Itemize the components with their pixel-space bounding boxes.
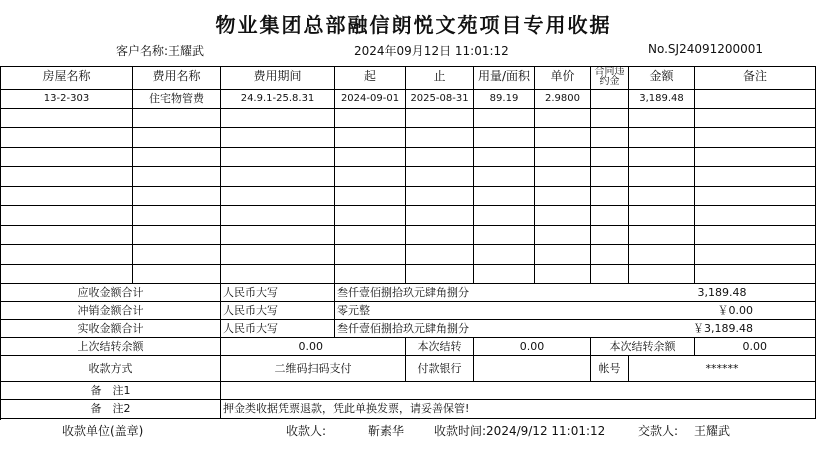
empty-table-cell bbox=[535, 245, 591, 265]
empty-table-cell bbox=[221, 128, 335, 148]
cell-fee-name: 住宅物管费 bbox=[133, 90, 221, 109]
empty-table-cell bbox=[695, 109, 816, 128]
payment-method-value: 二维码扫码支付 bbox=[221, 356, 406, 382]
empty-table-cell bbox=[221, 109, 335, 128]
empty-table-cell bbox=[1, 148, 133, 167]
cell-note bbox=[695, 90, 816, 109]
last-carry-value: 0.00 bbox=[221, 338, 406, 356]
empty-table-cell bbox=[406, 206, 474, 226]
cell-house: 13-2-303 bbox=[1, 90, 133, 109]
note2-label: 备 注2 bbox=[1, 400, 221, 419]
last-carry-label: 上次结转余额 bbox=[1, 338, 221, 356]
empty-table-cell bbox=[406, 109, 474, 128]
col-header-fee-name: 费用名称 bbox=[133, 67, 221, 90]
summary-writeoff-label: 冲销金额合计 bbox=[1, 302, 221, 320]
note1-value bbox=[221, 382, 816, 400]
summary-receivable-cap-label: 人民币大写 bbox=[221, 284, 335, 302]
empty-table-cell bbox=[591, 226, 629, 245]
summary-receivable-cap-value: 叁仟壹佰捌拾玖元肆角捌分 bbox=[335, 284, 629, 302]
col-header-note: 备注 bbox=[695, 67, 816, 90]
empty-table-cell bbox=[1, 109, 133, 128]
empty-table-cell bbox=[221, 187, 335, 206]
summary-writeoff-cap-value: 零元整 bbox=[335, 302, 629, 320]
summary-received-amount: ￥3,189.48 bbox=[629, 320, 816, 338]
empty-table-cell bbox=[629, 109, 695, 128]
empty-table-cell bbox=[1, 245, 133, 265]
empty-table-cell bbox=[133, 128, 221, 148]
empty-table-cell bbox=[629, 148, 695, 167]
empty-table-cell bbox=[591, 245, 629, 265]
empty-table-cell bbox=[535, 128, 591, 148]
empty-table-cell bbox=[335, 206, 406, 226]
cell-start: 2024-09-01 bbox=[335, 90, 406, 109]
payment-account-value: ****** bbox=[629, 356, 816, 382]
footer-collecting-unit: 收款单位(盖章) bbox=[62, 424, 144, 438]
summary-received-label: 实收金额合计 bbox=[1, 320, 221, 338]
footer-payer-label: 交款人: bbox=[638, 424, 679, 438]
empty-table-cell bbox=[695, 128, 816, 148]
empty-table-cell bbox=[695, 226, 816, 245]
empty-table-cell bbox=[133, 109, 221, 128]
empty-table-cell bbox=[474, 206, 535, 226]
empty-table-cell bbox=[335, 187, 406, 206]
col-header-period: 费用期间 bbox=[221, 67, 335, 90]
footer-payee-label: 收款人: bbox=[286, 424, 327, 438]
empty-table-cell bbox=[535, 265, 591, 284]
cell-amount: 3,189.48 bbox=[629, 90, 695, 109]
payment-bank-value bbox=[474, 356, 591, 382]
empty-table-cell bbox=[535, 206, 591, 226]
empty-table-cell bbox=[591, 128, 629, 148]
empty-table-cell bbox=[1, 226, 133, 245]
empty-table-cell bbox=[591, 187, 629, 206]
note2-value: 押金类收据凭票退款，凭此单换发票，请妥善保管! bbox=[221, 400, 816, 419]
empty-table-cell bbox=[1, 265, 133, 284]
empty-table-cell bbox=[535, 109, 591, 128]
payment-bank-label: 付款银行 bbox=[406, 356, 474, 382]
summary-writeoff-amount: ￥0.00 bbox=[629, 302, 816, 320]
empty-table-cell bbox=[335, 148, 406, 167]
empty-table-cell bbox=[1, 167, 133, 187]
col-header-penalty: 合同违约金 bbox=[591, 67, 629, 90]
empty-table-cell bbox=[629, 226, 695, 245]
this-carry-balance-label: 本次结转余额 bbox=[591, 338, 695, 356]
empty-table-cell bbox=[221, 265, 335, 284]
empty-table-cell bbox=[406, 265, 474, 284]
empty-table-cell bbox=[406, 245, 474, 265]
empty-table-cell bbox=[406, 128, 474, 148]
summary-writeoff-cap-label: 人民币大写 bbox=[221, 302, 335, 320]
empty-table-cell bbox=[474, 167, 535, 187]
empty-table-cell bbox=[695, 167, 816, 187]
summary-receivable-amount: 3,189.48 bbox=[629, 284, 816, 302]
empty-table-cell bbox=[221, 167, 335, 187]
empty-table-cell bbox=[1, 206, 133, 226]
receipt-table bbox=[0, 66, 816, 420]
summary-received-cap-label: 人民币大写 bbox=[221, 320, 335, 338]
empty-table-cell bbox=[629, 245, 695, 265]
empty-table-cell bbox=[133, 245, 221, 265]
footer-payee: 靳素华 bbox=[368, 424, 405, 438]
col-header-price: 单价 bbox=[535, 67, 591, 90]
empty-table-cell bbox=[535, 187, 591, 206]
empty-table-cell bbox=[335, 245, 406, 265]
empty-table-cell bbox=[695, 206, 816, 226]
empty-table-cell bbox=[591, 167, 629, 187]
empty-table-cell bbox=[591, 148, 629, 167]
empty-table-cell bbox=[133, 187, 221, 206]
empty-table-cell bbox=[133, 167, 221, 187]
cell-penalty bbox=[591, 90, 629, 109]
note1-label: 备 注1 bbox=[1, 382, 221, 400]
empty-table-cell bbox=[406, 148, 474, 167]
empty-table-cell bbox=[221, 245, 335, 265]
col-header-start: 起 bbox=[335, 67, 406, 90]
summary-received-cap-value: 叁仟壹佰捌拾玖元肆角捌分 bbox=[335, 320, 629, 338]
this-carry-label: 本次结转 bbox=[406, 338, 474, 356]
empty-table-cell bbox=[695, 148, 816, 167]
empty-table-cell bbox=[1, 128, 133, 148]
empty-table-cell bbox=[591, 265, 629, 284]
empty-table-cell bbox=[591, 109, 629, 128]
empty-table-cell bbox=[474, 226, 535, 245]
customer-name: 客户名称:王耀武 bbox=[116, 44, 205, 58]
empty-table-cell bbox=[335, 128, 406, 148]
footer-payer: 王耀武 bbox=[694, 424, 731, 438]
footer-collect-time: 收款时间:2024/9/12 11:01:12 bbox=[434, 424, 606, 438]
cell-period: 24.9.1-25.8.31 bbox=[221, 90, 335, 109]
empty-table-cell bbox=[535, 148, 591, 167]
empty-table-cell bbox=[221, 206, 335, 226]
empty-table-cell bbox=[406, 187, 474, 206]
this-carry-balance-value: 0.00 bbox=[695, 338, 816, 356]
receipt-number: No.SJ24091200001 bbox=[648, 42, 764, 56]
empty-table-cell bbox=[474, 128, 535, 148]
empty-table-cell bbox=[629, 206, 695, 226]
receipt-date: 2024年09月12日 11:01:12 bbox=[354, 44, 509, 58]
this-carry-value: 0.00 bbox=[474, 338, 591, 356]
cell-usage: 89.19 bbox=[474, 90, 535, 109]
empty-table-cell bbox=[133, 226, 221, 245]
empty-table-cell bbox=[629, 167, 695, 187]
empty-table-cell bbox=[695, 187, 816, 206]
empty-table-cell bbox=[406, 226, 474, 245]
empty-table-cell bbox=[474, 187, 535, 206]
summary-receivable-label: 应收金额合计 bbox=[1, 284, 221, 302]
col-header-usage: 用量/面积 bbox=[474, 67, 535, 90]
empty-table-cell bbox=[133, 148, 221, 167]
empty-table-cell bbox=[474, 109, 535, 128]
payment-account-label: 帐号 bbox=[591, 356, 629, 382]
empty-table-cell bbox=[474, 265, 535, 284]
empty-table-cell bbox=[474, 245, 535, 265]
empty-table-cell bbox=[535, 167, 591, 187]
empty-table-cell bbox=[629, 128, 695, 148]
empty-table-cell bbox=[335, 167, 406, 187]
empty-table-cell bbox=[335, 265, 406, 284]
empty-table-cell bbox=[629, 187, 695, 206]
col-header-amount: 金额 bbox=[629, 67, 695, 90]
empty-table-cell bbox=[695, 245, 816, 265]
payment-method-label: 收款方式 bbox=[1, 356, 221, 382]
receipt-title: 物业集团总部融信朗悦文苑项目专用收据 bbox=[215, 13, 612, 37]
empty-table-cell bbox=[221, 226, 335, 245]
empty-table-cell bbox=[629, 265, 695, 284]
empty-table-cell bbox=[133, 265, 221, 284]
empty-table-cell bbox=[335, 226, 406, 245]
cell-price: 2.9800 bbox=[535, 90, 591, 109]
empty-table-cell bbox=[474, 148, 535, 167]
empty-table-cell bbox=[221, 148, 335, 167]
empty-table-cell bbox=[591, 206, 629, 226]
col-header-end: 止 bbox=[406, 67, 474, 90]
empty-table-cell bbox=[535, 226, 591, 245]
empty-table-cell bbox=[335, 109, 406, 128]
empty-table-cell bbox=[695, 265, 816, 284]
empty-table-cell bbox=[133, 206, 221, 226]
empty-table-cell bbox=[406, 167, 474, 187]
empty-table-cell bbox=[1, 187, 133, 206]
col-header-house: 房屋名称 bbox=[1, 67, 133, 90]
cell-end: 2025-08-31 bbox=[406, 90, 474, 109]
